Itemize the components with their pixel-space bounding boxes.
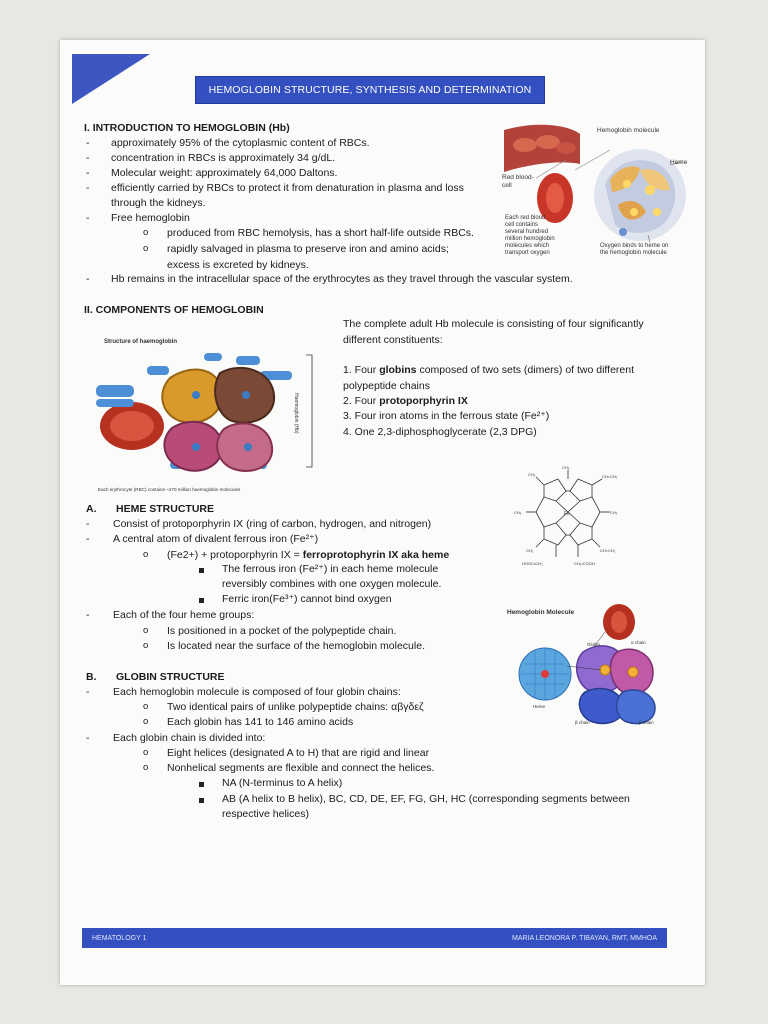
subsection-heading-heme: HEME STRUCTURE (116, 503, 215, 515)
globin-item: Each hemoglobin molecule is composed of four globin chains: (113, 686, 401, 698)
intro-item: efficiently carried by RBCs to protect it from denaturation in plasma and loss (111, 182, 464, 194)
globin-sub-item: Eight helices (designated A to H) that are rigid and linear (167, 747, 430, 759)
globin-bullet-continued: respective helices) (222, 808, 309, 820)
label-heme: Heme (670, 159, 688, 166)
intro-item: approximately 95% of the cytoplasmic content of RBCs. (111, 137, 370, 149)
dash-bullet: - (86, 518, 90, 530)
dash-bullet: - (86, 167, 90, 179)
heme-bullet: Ferric iron(Fe³⁺) cannot bind oxygen (222, 593, 392, 605)
label-red-blood-cell-2: cell (502, 182, 512, 189)
heme-formula: (Fe2+) + protoporphyrin IX = ferroprotophyrin IX aka heme (167, 549, 450, 561)
square-bullet (199, 598, 204, 603)
subsection-heading-globin: GLOBIN STRUCTURE (116, 671, 225, 683)
svg-text:CH₃: CH₃ (528, 472, 536, 477)
caption-left-line: molecules which (505, 243, 550, 249)
svg-text:Heme: Heme (533, 704, 546, 709)
dash-bullet: - (86, 182, 90, 194)
label-hemoglobin-molecule: Hemoglobin molecule (597, 127, 660, 134)
circle-bullet: o (143, 716, 149, 727)
page-footer (82, 928, 667, 948)
intro-sub-item: rapidly salvaged in plasma to preserve iron and amino acids; (167, 243, 449, 255)
svg-text:HOOC•CH₂: HOOC•CH₂ (522, 561, 543, 566)
footer-author: MARIA LEONORA P. TIBAYAN, RMT, MMHOA (512, 934, 657, 942)
rbc-hemoglobin-figure (500, 120, 690, 265)
heme-chemical-structure (506, 465, 636, 577)
component-item: 2. Four protoporphyrin IX (343, 395, 468, 407)
subsection-letter: B. (86, 671, 97, 683)
side-label: Haemoglobin (Hb) (293, 393, 299, 434)
svg-text:CH₃: CH₃ (610, 510, 618, 515)
hemoglobin-molecule-illustration (505, 600, 665, 728)
heme-chemical-structure-diagram (506, 465, 636, 577)
caption-right-line: Oxygen binds to heme on (600, 243, 669, 249)
intro-item: Free hemoglobin (111, 212, 190, 224)
globin-sub-item: Nonhelical segments are flexible and connect the helices. (167, 762, 435, 774)
heme-sub-item: Is positioned in a pocket of the polypeptide chain. (167, 625, 397, 637)
hemoglobin-molecule-figure (505, 600, 665, 728)
svg-text:CH=CH₂: CH=CH₂ (600, 548, 616, 553)
heme-item: Consist of protoporphyrin IX (ring of carbon, hydrogen, and nitrogen) (113, 518, 432, 530)
circle-bullet: o (143, 227, 149, 238)
figure-caption: Each erythrocyte (RBC) contains ~270 million haemoglobin molecules (98, 487, 241, 492)
globin-bullet: NA (N-terminus to A helix) (222, 777, 343, 789)
component-item: 4. One 2,3-diphosphoglycerate (2,3 DPG) (343, 426, 537, 438)
dash-bullet: - (86, 609, 90, 621)
component-item: 3. Four iron atoms in the ferrous state (Fe²⁺) (343, 410, 550, 422)
svg-text:CH=CH₂: CH=CH₂ (602, 474, 618, 479)
intro-sub-item-continued: excess is excreted by kidneys. (167, 259, 309, 271)
caption-left-line: several hundred (505, 229, 549, 235)
dash-bullet: - (86, 137, 90, 149)
svg-text:Globin: Globin (587, 642, 601, 647)
figure-title: Structure of haemoglobin (104, 339, 178, 345)
dash-bullet: - (86, 212, 90, 224)
caption-left-line: transport oxygen (505, 250, 550, 256)
label-red-blood-cell: Red blood- (502, 174, 534, 181)
intro-item: concentration in RBCs is approximately 34 g/dL. (111, 152, 336, 164)
heme-item: Each of the four heme groups: (113, 609, 255, 621)
heme-item: A central atom of divalent ferrous iron (Fe²⁺) (113, 533, 319, 545)
subsection-letter: A. (86, 503, 97, 515)
intro-item: Molecular weight: approximately 64,000 Daltons. (111, 167, 338, 179)
heme-bullet-continued: reversibly combines with one oxygen molecule. (222, 578, 442, 590)
corner-decoration-dark (72, 54, 150, 104)
circle-bullet: o (143, 640, 149, 651)
dash-bullet: - (86, 686, 90, 698)
square-bullet (199, 568, 204, 573)
components-intro-line: The complete adult Hb molecule is consisting of four significantly (343, 318, 644, 330)
intro-item-continued: through the kidneys. (111, 197, 206, 209)
svg-text:β chain: β chain (639, 720, 654, 725)
footer-course: HEMATOLOGY 1 (92, 934, 147, 942)
svg-text:α chain: α chain (631, 640, 646, 645)
rbc-hemoglobin-illustration (500, 120, 690, 265)
haemoglobin-structure-figure (92, 333, 327, 498)
section-heading-components: II. COMPONENTS OF HEMOGLOBIN (84, 304, 264, 316)
svg-text:CH₂•COOH: CH₂•COOH (574, 561, 595, 566)
svg-text:Fe: Fe (564, 511, 570, 517)
svg-text:CH₃: CH₃ (514, 510, 522, 515)
dash-bullet: - (86, 533, 90, 545)
page-title: HEMOGLOBIN STRUCTURE, SYNTHESIS AND DETERMINATION (195, 76, 545, 104)
caption-left-line: Each red blood (505, 215, 546, 221)
component-item-continued: polypeptide chains (343, 380, 430, 392)
figure-title: Hemoglobin Molecule (507, 609, 575, 616)
square-bullet (199, 782, 204, 787)
dash-bullet: - (86, 732, 90, 744)
heme-sub-item: Is located near the surface of the hemoglobin molecule. (167, 640, 425, 652)
components-intro-line: different constituents: (343, 334, 443, 346)
heme-bullet: The ferrous iron (Fe²⁺) in each heme molecule (222, 563, 439, 575)
svg-text:CH₃: CH₃ (562, 465, 570, 470)
svg-text:β chain: β chain (575, 720, 590, 725)
circle-bullet: o (143, 762, 149, 773)
globin-bullet: AB (A helix to B helix), BC, CD, DE, EF, FG, GH, HC (corresponding segments between (222, 793, 630, 805)
dash-bullet: - (86, 152, 90, 164)
intro-sub-item: produced from RBC hemolysis, has a short half-life outside RBCs. (167, 227, 474, 239)
caption-left-line: cell contains (505, 222, 539, 228)
globin-sub-item: Each globin has 141 to 146 amino acids (167, 716, 354, 728)
caption-right-line: the hemoglobin molecule (600, 250, 667, 256)
section-heading-intro: I. INTRODUCTION TO HEMOGLOBIN (Hb) (84, 122, 290, 134)
globin-item: Each globin chain is divided into: (113, 732, 266, 744)
caption-left-line: million hemoglobin (505, 236, 555, 242)
square-bullet (199, 798, 204, 803)
circle-bullet: o (143, 625, 149, 636)
globin-sub-item: Two identical pairs of unlike polypeptide chains: αβγδεζ (167, 701, 424, 713)
circle-bullet: o (143, 549, 149, 560)
circle-bullet: o (143, 243, 149, 254)
circle-bullet: o (143, 701, 149, 712)
haemoglobin-structure-illustration (92, 333, 327, 498)
intro-item: Hb remains in the intracellular space of the erythrocytes as they travel through the vascular system. (111, 273, 573, 285)
dash-bullet: - (86, 273, 90, 285)
component-item: 1. Four globins composed of two sets (dimers) of two different (343, 364, 635, 376)
svg-text:CH₂: CH₂ (526, 548, 534, 553)
circle-bullet: o (143, 747, 149, 758)
